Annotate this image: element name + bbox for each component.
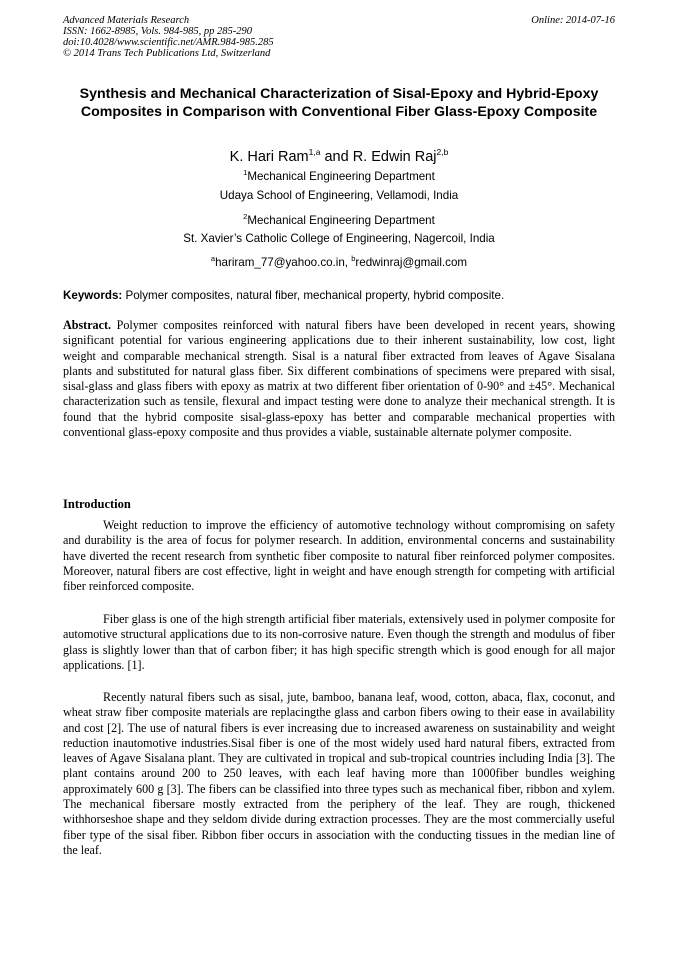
journal-header — [63, 15, 615, 59]
author-2-sup: 2,b — [436, 147, 449, 157]
author-1-sup: 1,a — [308, 147, 321, 157]
issn-line: ISSN: 1662-8985, Vols. 984-985, pp 285-290 — [63, 26, 252, 37]
abstract-text: Polymer composites reinforced with natural fibers have been developed in recent years, showing significant potential for various engineering applications due to their inherent sustainability, low cost, light weight and comparable mechanical strength. Sisal is a natural fiber extracted from leaves of Agave Sisalana plants and substituted for natural glass fiber. Six different combinations of specimens were prepared with sisal, sisal-glass and glass fibers with epoxy as matrix at two different fiber orientation of 0-90° and ±45°. Mechanical characterization such as tensile, flexural and impact testing were done to analyze their mechanical strength. It is found that the hybrid composite sisal-glass-epoxy has better and comparable mechanical properties with conventional glass-epoxy composite and thus provides a viable, sustainable alternate polymer composite. — [63, 318, 615, 440]
affiliation-1-dept — [63, 166, 615, 184]
abstract-label: Abstract. — [63, 318, 112, 332]
keywords — [63, 289, 615, 303]
doi-line: doi:10.4028/www.scientific.net/AMR.984-985.285 — [63, 37, 274, 48]
affiliation-1-inst: Udaya School of Engineering, Vellamodi, India — [219, 189, 459, 202]
author-line — [63, 143, 615, 166]
affiliation-2-inst: St. Xavier’s Catholic College of Engineering, Nagercoil, India — [183, 232, 495, 245]
aff-2-dept-text: Mechanical Engineering Department — [247, 213, 435, 227]
keywords-label: Keywords: — [63, 289, 123, 302]
keywords-text: Polymer composites, natural fiber, mechanical property, hybrid composite. — [122, 289, 505, 302]
affiliation-2-dept — [63, 210, 615, 228]
intro-paragraph-3: Recently natural fibers such as sisal, jute, bamboo, banana leaf, wood, cotton, abaca, flax, coconut, and wheat straw fiber composite materials are replacingthe glass and carbon fibers owing to their ease in availability and cost [2]. The use of natural fibers is ever increasing due to increased awareness on sustainability and weight reduction inautomotive industries.Sisal fiber is one of the most widely used hard natural fibers, extracted from leaves of Agave Sisalana plant. They are cultivated in tropical and sub-tropical countries including India [3]. The plant contains around 200 to 250 leaves, with each leaf having more than 1000fiber bundles weighing approximately 600 g [3]. The fibers can be classified into three types such as mechanical fiber, ribbon and xylem. The mechanical fibersare mostly extracted from the periphery of the leaf. They are rough, thickened withhorseshoe shape and they seldom divide during extraction processes. They are the most commercially useful fiber type of the sisal fiber. Ribbon fiber occurs in association with the conducting tissues in the median line of the leaf. — [63, 690, 615, 857]
author-connector: and — [320, 148, 353, 165]
introduction-heading: Introduction — [63, 497, 131, 511]
abstract — [63, 318, 615, 440]
aff-1-dept-text: Mechanical Engineering Department — [247, 169, 435, 183]
author-2: R. Edwin Raj — [352, 148, 437, 165]
email-a-sup: a — [210, 254, 216, 263]
journal-name: Advanced Materials Research — [63, 15, 190, 26]
email-b: redwinraj@gmail.com — [355, 255, 468, 269]
paper-title: Synthesis and Mechanical Characterization of Sisal-Epoxy and Hybrid-Epoxy Composites in Comparison with Conventional Fiber Glass-Epoxy Composite — [79, 86, 599, 120]
author-1: K. Hari Ram — [229, 148, 309, 165]
email-a: hariram_77@yahoo.co.in, — [215, 255, 352, 269]
intro-paragraph-1: Weight reduction to improve the efficiency of automotive technology without compromising on safety and durability is the area of focus for polymer research. In addition, environmental concerns and sustainability have diverted the recent research from synthetic fiber composite to natural fiber reinforced polymer composites. Moreover, natural fibers are cost effective, light in weight and have enough strength for competing with artificial fiber reinforced composite. — [63, 518, 615, 594]
online-date: Online: 2014-07-16 — [531, 15, 615, 26]
intro-paragraph-2: Fiber glass is one of the high strength artificial fiber materials, extensively used in polymer composite for automotive structural applications due to its non-corrosive nature. Even though the strength and modulus of fiber glass is slightly lower than that of carbon fiber; it has high specific strength which is good enough for all major applications. [1]. — [63, 612, 615, 672]
aff-2-sup: 2 — [243, 212, 248, 221]
copyright-line: © 2014 Trans Tech Publications Ltd, Switzerland — [63, 48, 271, 59]
email-line — [63, 252, 615, 270]
email-b-sup: b — [351, 254, 356, 263]
aff-1-sup: 1 — [243, 168, 248, 177]
